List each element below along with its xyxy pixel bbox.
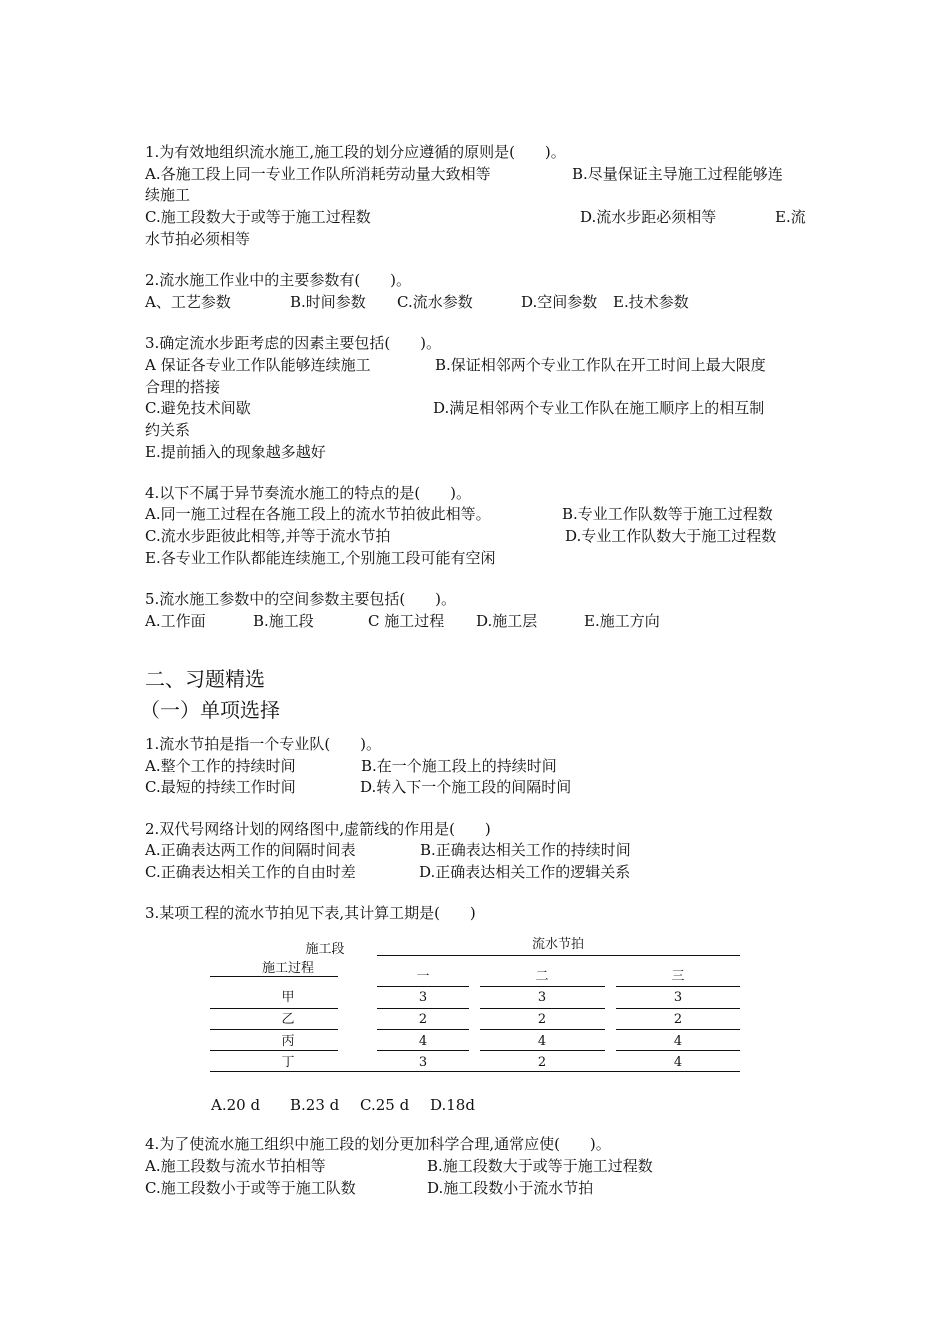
table-cell: 3 [418,1055,428,1070]
table-cell: 2 [537,1012,547,1027]
single-2-option-d: D.正确表达相关工作的逻辑关系 [419,863,631,881]
question-5-option-c: C 施工过程 [368,612,445,630]
single-3-option-d: D.18d [430,1096,475,1114]
single-1-option-c: C.最短的持续工作时间 [145,778,296,796]
single-1-option-d: D.转入下一个施工段的间隔时间 [360,778,572,796]
table-cell: 4 [673,1055,683,1070]
table-cell: 3 [537,990,547,1005]
single-3-option-c: C.25 d [360,1096,410,1114]
table-corner-top: 施工段 [305,942,345,957]
table-cell: 3 [418,990,428,1005]
question-2-option-b: B.时间参数 [290,293,366,311]
question-1-option-a: A.各施工段上同一专业工作队所消耗劳动量大致相等 [145,165,491,183]
single-1-option-a: A.整个工作的持续时间 [145,757,296,775]
single-2-stem: 2.双代号网络计划的网络图中,虚箭线的作用是( ) [145,820,491,838]
question-3-option-d-cont: 约关系 [145,421,191,439]
table-row-name: 丁 [281,1055,295,1070]
question-3-stem: 3.确定流水步距考虑的因素主要包括( )。 [145,334,442,352]
question-1-option-c: C.施工段数大于或等于施工过程数 [145,208,371,226]
single-4-option-c: C.施工段数小于或等于施工队数 [145,1179,356,1197]
table-group-header: 流水节拍 [531,937,584,952]
table-col-header-2: 二 [535,969,549,984]
single-2-option-c: C.正确表达相关工作的自由时差 [145,863,356,881]
question-1-option-e: E.流 [775,208,806,226]
table-row-name: 丙 [281,1034,295,1049]
table-cell: 2 [537,1055,547,1070]
table-cell: 4 [673,1034,683,1049]
question-5-option-a: A.工作面 [145,612,206,630]
question-2-option-c: C.流水参数 [397,293,473,311]
question-4-stem: 4.以下不属于异节奏流水施工的特点的是( )。 [145,484,472,502]
table-cell: 4 [537,1034,547,1049]
question-5-option-b: B.施工段 [253,612,314,630]
question-1-option-e-cont: 水节拍必须相等 [145,230,251,248]
table-cell: 2 [673,1012,683,1027]
question-5-stem: 5.流水施工参数中的空间参数主要包括( )。 [145,590,457,608]
table-col-header-3: 三 [671,969,685,984]
table-rule [210,1029,338,1030]
question-3-option-c: C.避免技术间歇 [145,399,251,417]
single-1-stem: 1.流水节拍是指一个专业队( )。 [145,735,382,753]
table-rule [480,1029,605,1030]
table-row-name: 乙 [281,1012,295,1027]
question-3-option-b-cont: 合理的搭接 [145,378,221,396]
subsection-heading: （一）单项选择 [140,698,280,722]
question-3-option-e: E.提前插入的现象越多越好 [145,443,326,461]
table-corner-bottom: 施工过程 [261,961,314,976]
question-4-option-e: E.各专业工作队都能连续施工,个别施工段可能有空闲 [145,549,496,567]
table-cell: 4 [418,1034,428,1049]
table-rule [616,1008,740,1009]
single-2-option-a: A.正确表达两工作的间隔时间表 [145,841,356,859]
table-rule [210,976,338,977]
table-col-header-1: 一 [416,969,430,984]
table-rule [616,1050,740,1051]
single-4-option-a: A.施工段数与流水节拍相等 [145,1157,326,1175]
question-5-option-e: E.施工方向 [584,612,660,630]
question-3-option-d: D.满足相邻两个专业工作队在施工顺序上的相互制 [433,399,765,417]
single-4-option-d: D.施工段数小于流水节拍 [427,1179,594,1197]
table-rule [616,1029,740,1030]
single-3-option-b: B.23 d [290,1096,340,1114]
question-2-option-d: D.空间参数 [521,293,598,311]
question-4-option-c: C.流水步距彼此相等,并等于流水节拍 [145,527,391,545]
single-4-option-b: B.施工段数大于或等于施工过程数 [427,1157,653,1175]
table-rule [210,1050,338,1051]
question-3-option-b: B.保证相邻两个专业工作队在开工时间上最大限度 [435,356,766,374]
question-5-option-d: D.施工层 [476,612,538,630]
question-1-option-d: D.流水步距必须相等 [580,208,717,226]
table-rule [377,1029,469,1030]
table-rule [210,1008,338,1009]
question-4-option-a: A.同一施工过程在各施工段上的流水节拍彼此相等。 [145,505,491,523]
question-2-stem: 2.流水施工作业中的主要参数有( )。 [145,271,412,289]
table-rule [480,986,605,987]
table-cell: 2 [418,1012,428,1027]
table-rule [377,986,469,987]
question-3-option-a: A 保证各专业工作队能够连续施工 [145,356,371,374]
table-bottom-rule [210,1071,740,1072]
question-1-stem: 1.为有效地组织流水施工,施工段的划分应遵循的原则是( )。 [145,143,566,161]
question-2-option-e: E.技术参数 [613,293,689,311]
single-1-option-b: B.在一个施工段上的持续时间 [361,757,557,775]
table-rule [616,986,740,987]
single-3-stem: 3.某项工程的流水节拍见下表,其计算工期是( ) [145,904,476,922]
question-1-option-b: B.尽量保证主导施工过程能够连 [572,165,783,183]
question-1-option-b-cont: 续施工 [145,186,191,204]
single-4-stem: 4.为了使流水施工组织中施工段的划分更加科学合理,通常应使( )。 [145,1135,611,1153]
question-4-option-d: D.专业工作队数大于施工过程数 [565,527,777,545]
table-rule [480,1008,605,1009]
table-group-rule [377,955,740,956]
table-rule [480,1050,605,1051]
table-cell: 3 [673,990,683,1005]
table-rule [377,1008,469,1009]
table-row-name: 甲 [281,990,295,1005]
single-3-option-a: A.20 d [211,1096,261,1114]
question-4-option-b: B.专业工作队数等于施工过程数 [562,505,773,523]
section-heading: 二、习题精选 [145,667,265,691]
single-2-option-b: B.正确表达相关工作的持续时间 [420,841,631,859]
question-2-option-a: A、工艺参数 [145,293,231,311]
table-rule [377,1050,469,1051]
